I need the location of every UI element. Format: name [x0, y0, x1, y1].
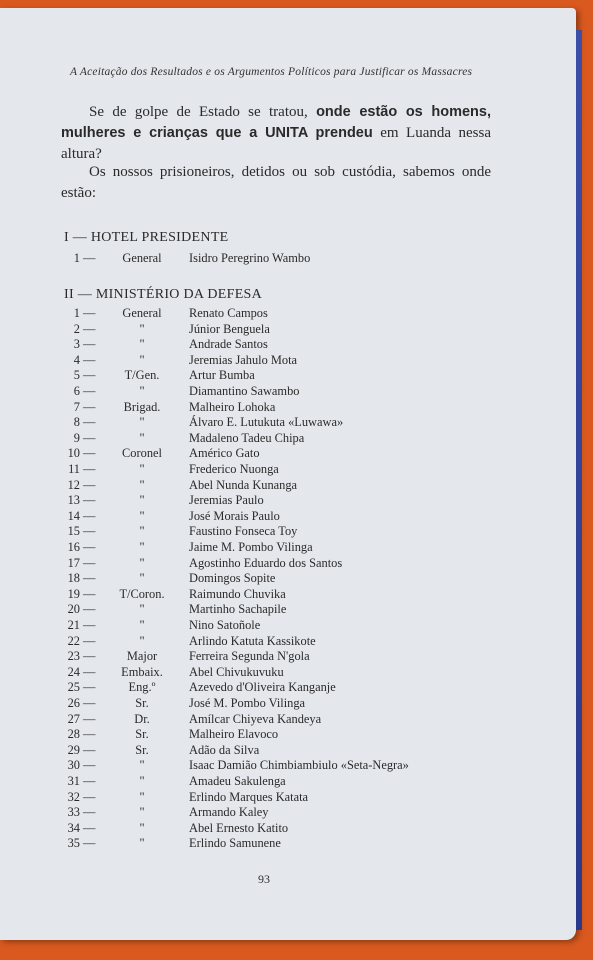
item-name: Nino Satoñole	[189, 618, 261, 632]
item-number: 4	[73, 352, 80, 367]
item-dash: —	[83, 430, 96, 445]
running-header: A Aceitação dos Resultados e os Argumentos Políticos para Justificar os Massacres	[70, 66, 473, 78]
item-name: Martinho Sachapile	[189, 602, 287, 617]
item-name: Domingos Sopite	[189, 571, 276, 586]
item-rank: Sr.	[135, 742, 149, 757]
item-dash: —	[83, 649, 96, 664]
page-number: 93	[258, 872, 270, 886]
item-rank: T/Coron.	[119, 586, 165, 601]
item-number: 3	[73, 337, 80, 352]
item-dash: —	[83, 774, 96, 788]
item-dash: —	[83, 524, 96, 539]
item-dash: —	[83, 836, 96, 851]
item-rank: "	[139, 774, 145, 788]
item-number: 22	[67, 633, 80, 648]
item-dash: —	[83, 742, 96, 757]
item-rank: "	[139, 602, 145, 617]
item-rank: "	[139, 352, 145, 367]
item-rank: "	[139, 555, 145, 570]
item-name: Frederico Nuonga	[189, 462, 279, 476]
item-name: Ferreira Segunda N'gola	[189, 649, 310, 664]
item-name: José M. Pombo Vilinga	[189, 696, 306, 710]
item-number: 33	[67, 805, 80, 820]
item-rank: T/Gen.	[124, 368, 160, 383]
item-rank: "	[139, 337, 145, 352]
item-dash: —	[83, 758, 96, 773]
item-rank: "	[139, 805, 145, 820]
item-name: Erlindo Marques Katata	[189, 789, 309, 804]
item-name: Faustino Fonseca Toy	[189, 524, 298, 539]
item-dash: —	[83, 540, 96, 554]
item-dash: —	[83, 571, 96, 586]
item-number: 35	[67, 836, 80, 851]
item-rank: Eng.º	[128, 680, 156, 695]
item-rank: "	[139, 384, 145, 398]
item-name: Amadeu Sakulenga	[189, 774, 286, 788]
item-number: 8	[73, 415, 80, 430]
item-rank: "	[139, 415, 145, 430]
item-number: 1	[73, 251, 80, 265]
item-dash: —	[83, 696, 96, 710]
item-name: Agostinho Eduardo dos Santos	[189, 555, 343, 570]
item-dash: —	[83, 820, 96, 835]
item-rank: "	[139, 508, 145, 523]
item-number: 25	[67, 680, 80, 695]
item-dash: —	[83, 337, 96, 352]
item-dash: —	[83, 306, 96, 320]
item-name: Álvaro E. Lutukuta «Luwawa»	[189, 415, 344, 430]
item-number: 5	[73, 368, 80, 383]
item-dash: —	[83, 399, 96, 414]
item-rank: "	[139, 524, 145, 539]
item-rank: General	[122, 306, 162, 320]
item-number: 19	[67, 586, 80, 601]
item-name: Renato Campos	[189, 306, 268, 320]
item-rank: General	[122, 251, 162, 265]
item-rank: "	[139, 758, 145, 773]
item-number: 23	[67, 649, 80, 664]
item-dash: —	[83, 602, 96, 617]
item-number: 28	[67, 727, 80, 742]
item-name: Abel Chivukuvuku	[189, 664, 284, 679]
item-number: 21	[67, 618, 80, 632]
item-rank: "	[139, 820, 145, 835]
item-dash: —	[83, 251, 96, 265]
item-rank: Major	[126, 649, 158, 664]
item-dash: —	[83, 727, 96, 742]
item-dash: —	[83, 477, 96, 492]
item-name: Erlindo Samunene	[189, 836, 281, 851]
item-number: 13	[67, 493, 80, 508]
item-number: 34	[67, 820, 80, 835]
item-dash: —	[83, 321, 96, 336]
paragraph-1-post: em Luanda nessa altura?	[61, 125, 491, 162]
item-rank: Coronel	[122, 446, 162, 461]
item-number: 17	[67, 555, 80, 570]
item-rank: "	[139, 836, 145, 851]
item-dash: —	[83, 664, 96, 679]
item-number: 27	[67, 711, 80, 726]
item-number: 15	[67, 524, 80, 539]
item-number: 32	[67, 789, 80, 804]
paragraph-1-bold: onde estão os homens, mulheres e crianças que a UNITA prendeu	[61, 104, 491, 141]
item-number: 24	[67, 664, 80, 679]
item-rank: Sr.	[135, 696, 149, 710]
section-1-title: I — HOTEL PRESIDENTE	[64, 230, 229, 245]
item-name: Jaime M. Pombo Vilinga	[189, 540, 313, 554]
item-rank: "	[139, 321, 145, 336]
item-name: Abel Nunda Kunanga	[189, 477, 298, 492]
item-name: Adão da Silva	[189, 742, 260, 757]
item-dash: —	[83, 415, 96, 430]
item-rank: "	[139, 430, 145, 445]
item-number: 18	[67, 571, 80, 586]
item-number: 30	[67, 758, 80, 773]
item-rank: "	[139, 571, 145, 586]
item-rank: Dr.	[134, 711, 150, 726]
item-number: 16	[67, 540, 80, 554]
item-dash: —	[83, 508, 96, 523]
item-dash: —	[83, 352, 96, 367]
item-number: 14	[67, 508, 80, 523]
paragraph-1-pre: Se de golpe de Estado se tratou,	[89, 104, 317, 120]
item-number: 10	[67, 446, 80, 461]
item-name: Malheiro Elavoco	[189, 727, 279, 742]
item-dash: —	[83, 462, 96, 476]
item-name: Artur Bumba	[189, 368, 255, 383]
item-name: Malheiro Lohoka	[189, 399, 276, 414]
item-dash: —	[83, 618, 96, 632]
item-number: 1	[73, 306, 80, 320]
section-2-title: II — MINISTÉRIO DA DEFESA	[64, 287, 263, 302]
item-dash: —	[83, 384, 96, 398]
item-name: Júnior Benguela	[189, 321, 270, 336]
item-dash: —	[83, 805, 96, 820]
item-dash: —	[83, 680, 96, 695]
paragraph-1	[61, 102, 491, 165]
paragraph-2: Os nossos prisioneiros, detidos ou sob custódia, sabemos onde estão:	[61, 164, 491, 201]
item-name: Isaac Damião Chimbiambiulo «Seta-Negra»	[189, 758, 409, 773]
item-name: Diamantino Sawambo	[189, 384, 300, 398]
item-name: José Morais Paulo	[189, 508, 280, 523]
item-dash: —	[83, 789, 96, 804]
item-rank: "	[139, 618, 145, 632]
item-rank: Brigad.	[123, 399, 161, 414]
item-number: 9	[73, 430, 80, 445]
item-dash: —	[83, 555, 96, 570]
item-name: Abel Ernesto Katito	[189, 820, 289, 835]
item-name: Andrade Santos	[189, 337, 268, 352]
book-cover-edge	[576, 30, 582, 930]
item-name: Madaleno Tadeu Chipa	[189, 430, 305, 445]
item-rank: "	[139, 493, 145, 508]
item-number: 29	[67, 742, 80, 757]
item-name: Azevedo d'Oliveira Kanganje	[189, 680, 336, 695]
item-name: Armando Kaley	[189, 805, 269, 820]
item-rank: "	[139, 477, 145, 492]
item-name: Américo Gato	[189, 446, 260, 461]
item-rank: Embaix.	[121, 664, 163, 679]
item-number: 20	[67, 602, 80, 617]
item-dash: —	[83, 493, 96, 508]
item-number: 11	[68, 462, 80, 476]
item-rank: Sr.	[135, 727, 149, 742]
item-name: Isidro Peregrino Wambo	[189, 251, 311, 265]
item-number: 26	[67, 696, 80, 710]
item-number: 2	[73, 321, 80, 336]
item-rank: "	[139, 462, 145, 476]
item-dash: —	[83, 446, 96, 461]
item-name: Raimundo Chuvika	[189, 586, 286, 601]
item-number: 6	[73, 384, 80, 398]
item-number: 31	[67, 774, 80, 788]
item-dash: —	[83, 586, 96, 601]
item-name: Amílcar Chiyeva Kandeya	[189, 711, 322, 726]
item-rank: "	[139, 633, 145, 648]
item-dash: —	[83, 633, 96, 648]
item-number: 7	[73, 399, 80, 414]
item-name: Jeremias Jahulo Mota	[189, 352, 298, 367]
item-rank: "	[139, 789, 145, 804]
item-number: 12	[67, 477, 80, 492]
item-name: Arlindo Katuta Kassikote	[189, 633, 316, 648]
item-name: Jeremias Paulo	[189, 493, 264, 508]
item-dash: —	[83, 368, 96, 383]
item-dash: —	[83, 711, 96, 726]
item-rank: "	[139, 540, 145, 554]
